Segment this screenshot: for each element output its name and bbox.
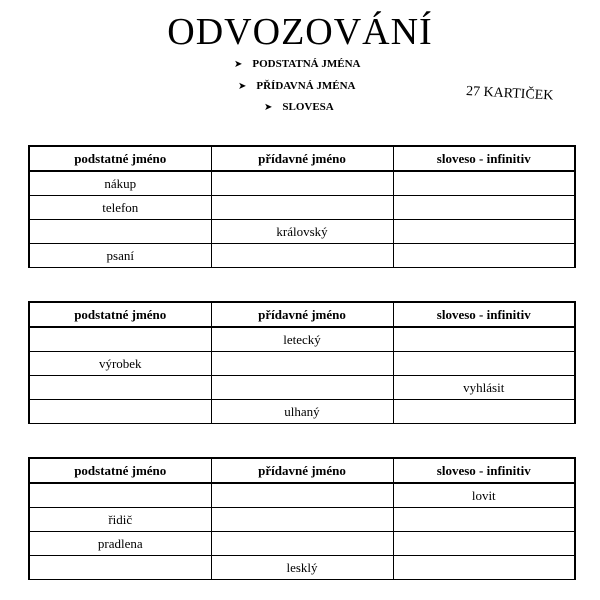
table-cell <box>393 400 575 424</box>
table-cell <box>393 327 575 352</box>
table-row <box>29 376 575 400</box>
table-cell <box>393 220 575 244</box>
table-row <box>29 220 575 244</box>
table-cell <box>211 171 393 196</box>
table-cell: pradlena <box>29 532 211 556</box>
header-verb: sloveso - infinitiv <box>393 146 575 171</box>
table-cell <box>29 220 211 244</box>
bullet-item-verbs <box>264 101 334 113</box>
table-cell: ulhaný <box>211 400 393 424</box>
table-cell <box>393 532 575 556</box>
table-row <box>29 556 575 580</box>
table-cell <box>29 400 211 424</box>
table-cell <box>211 352 393 376</box>
header-adjective: přídavné jméno <box>211 458 393 483</box>
bullet-label: PŘÍDAVNÁ JMÉNA <box>256 80 356 92</box>
table-header-row <box>29 458 575 483</box>
table-row <box>29 400 575 424</box>
bullet-label: SLOVESA <box>282 101 334 113</box>
table-cell <box>29 327 211 352</box>
table-cell <box>211 196 393 220</box>
table-cell <box>393 171 575 196</box>
table-row <box>29 352 575 376</box>
table-cell <box>393 556 575 580</box>
arrow-bullet-icon: ➤ <box>238 80 247 92</box>
bullet-item-adjectives <box>238 80 356 92</box>
header-adjective: přídavné jméno <box>211 302 393 327</box>
table-cell: výrobek <box>29 352 211 376</box>
cards-count-note: 27 KARTIČEK <box>465 84 554 104</box>
table-cell: lovit <box>393 483 575 508</box>
table-cell <box>393 352 575 376</box>
header-verb: sloveso - infinitiv <box>393 458 575 483</box>
arrow-bullet-icon: ➤ <box>234 58 243 70</box>
table-cell <box>29 483 211 508</box>
table-cell <box>211 532 393 556</box>
table-cell <box>393 244 575 268</box>
exercise-table-3 <box>28 457 576 580</box>
exercise-table-2 <box>28 301 576 424</box>
table-cell <box>393 508 575 532</box>
table-row <box>29 196 575 220</box>
table-row <box>29 327 575 352</box>
table-cell <box>211 244 393 268</box>
table-cell <box>211 508 393 532</box>
table-header-row <box>29 302 575 327</box>
header-noun: podstatné jméno <box>29 302 211 327</box>
table-row <box>29 244 575 268</box>
arrow-bullet-icon: ➤ <box>264 101 273 113</box>
table-cell: letecký <box>211 327 393 352</box>
table-row <box>29 532 575 556</box>
table-cell <box>29 556 211 580</box>
exercise-table-1 <box>28 145 576 268</box>
header-adjective: přídavné jméno <box>211 146 393 171</box>
table-cell <box>211 483 393 508</box>
table-cell <box>393 196 575 220</box>
bullet-label: PODSTATNÁ JMÉNA <box>252 58 361 70</box>
table-row <box>29 483 575 508</box>
table-row <box>29 171 575 196</box>
table-cell <box>211 376 393 400</box>
header-verb: sloveso - infinitiv <box>393 302 575 327</box>
table-cell: psaní <box>29 244 211 268</box>
header-noun: podstatné jméno <box>29 146 211 171</box>
table-cell: vyhlásit <box>393 376 575 400</box>
table-cell: královský <box>211 220 393 244</box>
table-cell: lesklý <box>211 556 393 580</box>
table-cell: nákup <box>29 171 211 196</box>
page-title: ODVOZOVÁNÍ <box>167 11 433 53</box>
header-noun: podstatné jméno <box>29 458 211 483</box>
table-row <box>29 508 575 532</box>
table-cell: řidič <box>29 508 211 532</box>
bullet-item-nouns <box>234 58 360 70</box>
table-cell: telefon <box>29 196 211 220</box>
table-cell <box>29 376 211 400</box>
table-header-row <box>29 146 575 171</box>
